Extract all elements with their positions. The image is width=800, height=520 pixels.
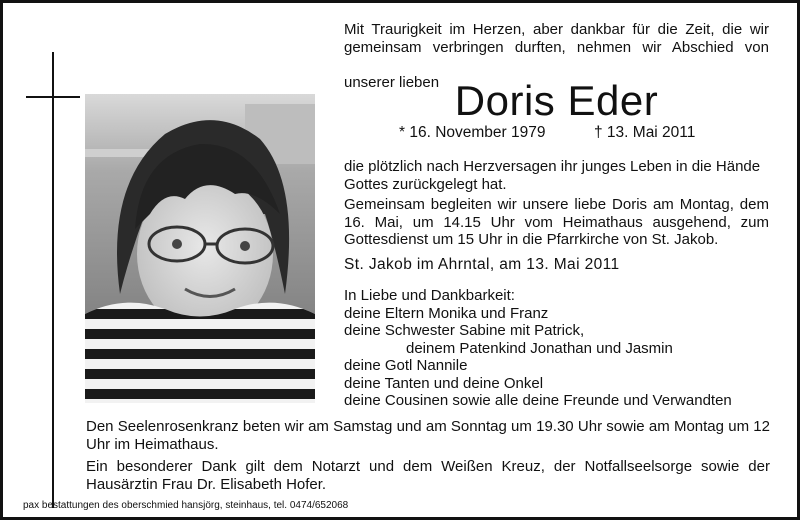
intro-line: Mit Traurigkeit im Herzen, aber dankbar für die Zeit, die wir (344, 21, 769, 38)
mourner-line: deine Tanten und deine Onkel (344, 374, 544, 392)
mourners-list (344, 287, 774, 410)
mourner-line: deine Cousinen sowie alle deine Freunde und Verwandten (344, 392, 732, 409)
mourner-line: deine Eltern Monika und Franz (344, 304, 549, 322)
mourner-line: deine Schwester Sabine mit Patrick, (344, 322, 585, 339)
birth-date: * 16. November 1979 (399, 124, 546, 141)
mourner-line: deinem Patenkind Jonathan und Jasmin (406, 339, 673, 357)
cross-icon-bar (26, 96, 80, 98)
death-text: die plötzlich nach Herzversagen ihr junges Leben in die Hände Gottes zurückgelegt hat. (344, 158, 761, 193)
cross-icon (52, 52, 54, 508)
portrait-photo (85, 94, 315, 403)
death-date: † 13. Mai 2011 (594, 124, 696, 141)
intro-line: gemeinsam verbringen durften, nehmen wir Abschied von (344, 38, 769, 56)
deceased-name: Doris Eder (454, 77, 659, 124)
intro-line: unserer lieben (344, 73, 440, 91)
mourner-line: deine Gotl Nannile (344, 357, 468, 374)
funeral-text: Gemeinsam begleiten wir unsere liebe Doris am Montag, dem 16. Mai, um 14.15 Uhr vom Heimathaus ausgehend, zum Gottesdienst um 15 Uhr in die Pfarrkirche von St. Jakob. (344, 196, 769, 248)
undertaker-footer: pax bestattungen des oberschmied hansjörg, steinhaus, tel. 0474/652068 (23, 500, 349, 511)
mourners-heading: In Liebe und Dankbarkeit: (344, 287, 515, 304)
place-date: St. Jakob im Ahrntal, am 13. Mai 2011 (344, 256, 620, 273)
rosary-text: Den Seelenrosenkranz beten wir am Samstag und am Sonntag um 19.30 Uhr sowie am Montag um 12 Uhr im Heimathaus. (86, 418, 770, 453)
thanks-text: Ein besonderer Dank gilt dem Notarzt und dem Weißen Kreuz, der Notfallseelsorge sowie der Hausärztin Frau Dr. Elisabeth Hofer. (86, 458, 770, 493)
